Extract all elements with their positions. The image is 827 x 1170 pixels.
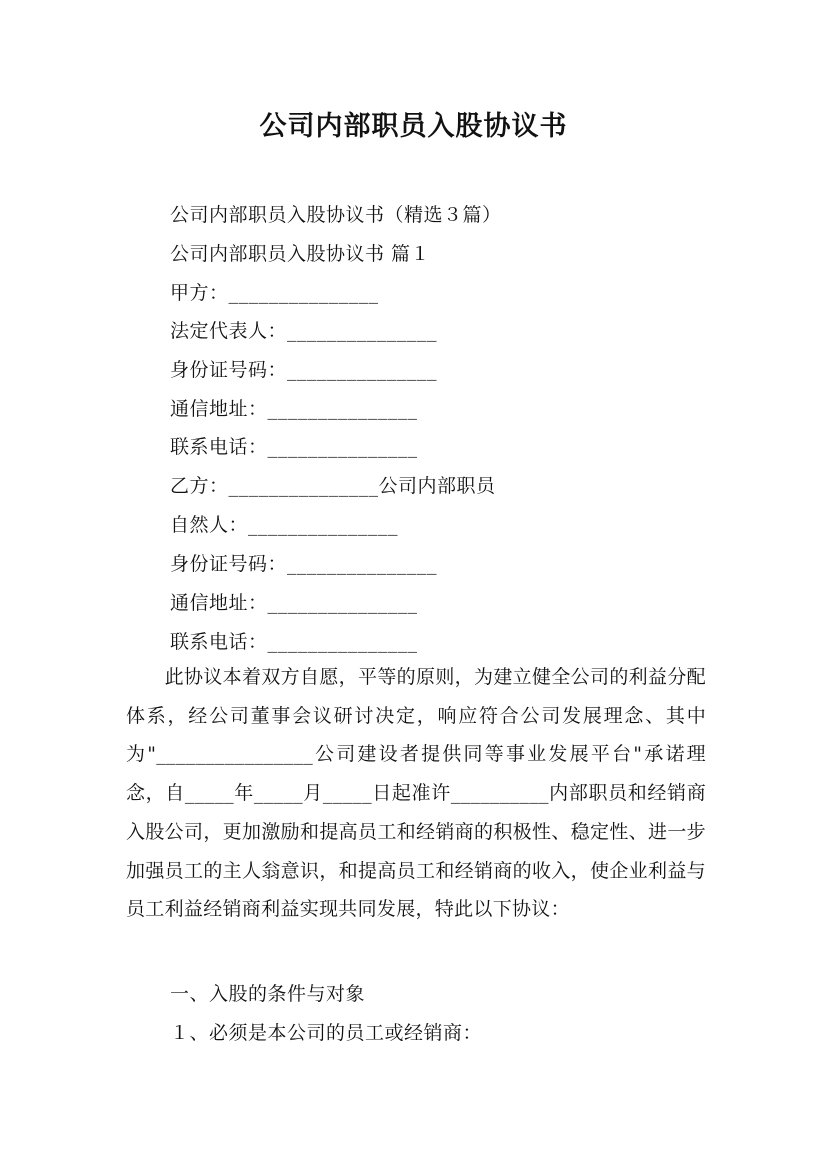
section-one-heading: 一、入股的条件与对象 (170, 983, 366, 1005)
section-heading: 公司内部职员入股协议书 篇１ (170, 243, 431, 265)
id-number-a-field: 身份证号码：_______________ (170, 359, 438, 381)
address-a-field: 通信地址：_______________ (170, 398, 418, 420)
intro-paragraph: 此协议本着双方自愿，平等的原则，为建立健全公司的利益分配体系，经公司董事会议研讨决定，响应符合公司发展理念、其中为"________________公司建设者提供同等事业发展平台"承诺理念，自_____年_____月_____日起准许__________内部职员和经销商入股公司，更加激励和提高员工和经销商的积极性、稳定性、进一步加强员工的主人翁意识，和提高员工和经销商的收入，使企业利益与员工利益经销商利益实现共同发展，特此以下协议： (126, 666, 706, 921)
party-a-field: 甲方：_______________ (170, 282, 379, 304)
natural-person-field: 自然人：_______________ (170, 514, 399, 536)
document-title: 公司内部职员入股协议书 (259, 111, 568, 142)
id-number-b-field: 身份证号码：_______________ (170, 553, 438, 575)
phone-a-field: 联系电话：_______________ (170, 436, 418, 458)
party-b-field: 乙方：_______________公司内部职员 (170, 475, 496, 497)
phone-b-field: 联系电话：_______________ (170, 631, 418, 653)
address-b-field: 通信地址：_______________ (170, 592, 418, 614)
document-subtitle: 公司内部职员入股协议书（精选３篇） (170, 204, 502, 226)
item-one: １、必须是本公司的员工或经销商： (170, 1022, 483, 1044)
legal-representative-field: 法定代表人：_______________ (170, 320, 438, 342)
